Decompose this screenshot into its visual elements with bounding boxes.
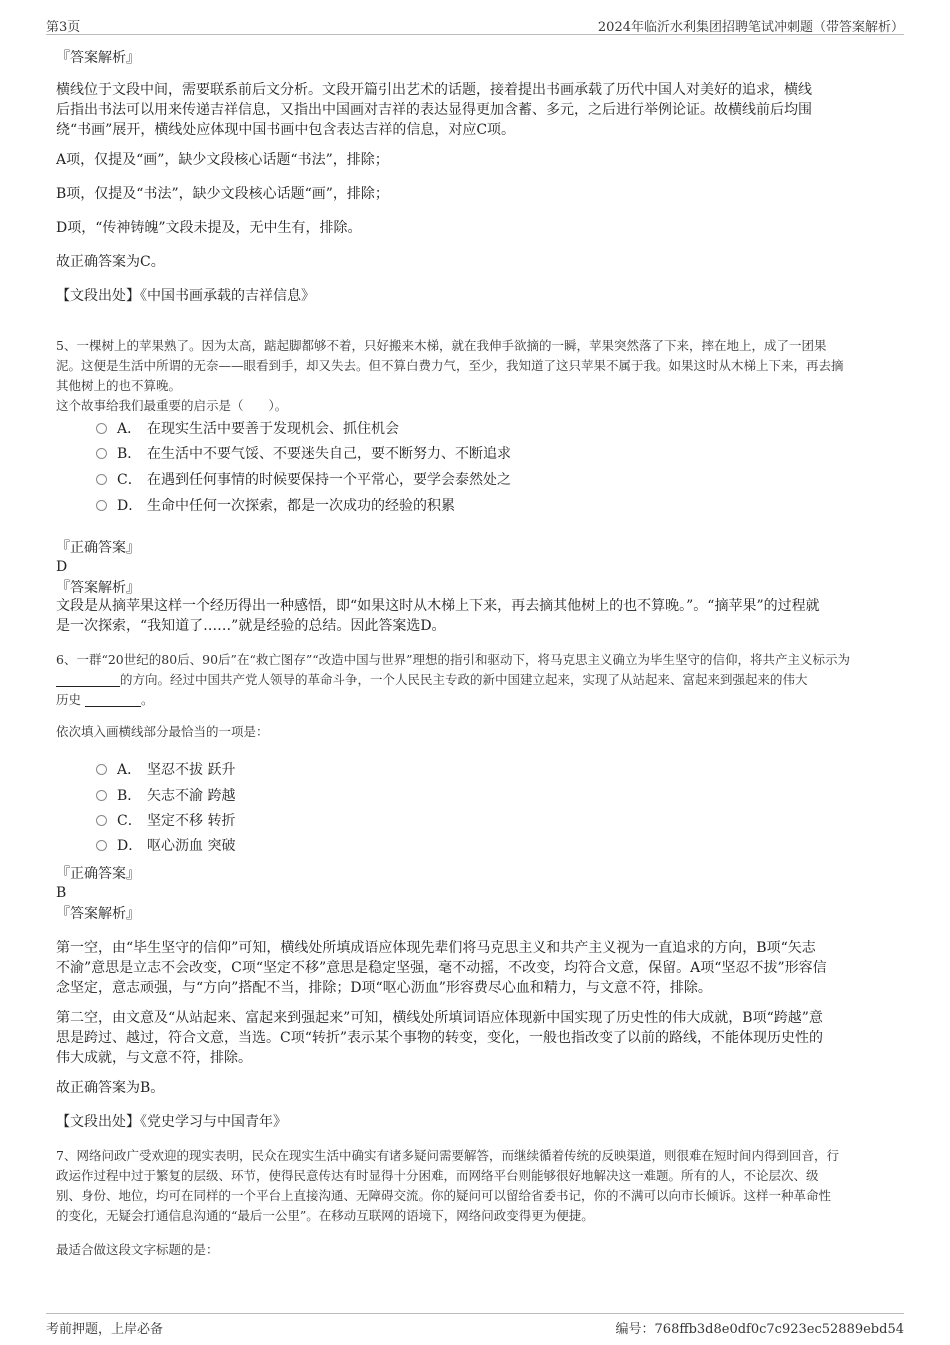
q6-option-d[interactable]: D． 呕心沥血 突破 [96,836,235,856]
line: 思是跨过、越过，符合文意，当选。C项“转折”表示某个事物的转变，变化，一般也指改变了以前的路线，不能体现历史性的 [56,1030,824,1046]
q5-analysis [56,596,896,636]
q4-analysis-label: 『答案解析』 [56,50,140,66]
line: 伟大成就，与文意不符，排除。 [56,1050,252,1066]
q6-analysis-label: 『答案解析』 [56,906,140,922]
q6-answer-label: 『正确答案』 [56,866,140,882]
q4-analysis [56,80,896,140]
line: 泥。这便是生活中所谓的无奈——眼看到手，却又失去。但不算白费力气，至少，我知道了这只苹果不属于我。如果这时从木梯上下来，再去摘 [56,358,844,373]
line: 是一次探索，“我知道了……”就是经验的总结。因此答案选D。 [56,618,446,634]
line: 别、身份、地位，均可在同样的一个平台上直接沟通、无障碍交流。你的疑问可以留给省委书记，你的不满可以向市长倾诉。这样一种革命性 [56,1188,832,1203]
fill-blank-1[interactable] [56,672,120,687]
q5-option-a[interactable]: A． 在现实生活中要善于发现机会、抓住机会 [96,419,399,439]
q6-answer: B [56,885,67,901]
radio-icon[interactable] [96,840,107,851]
radio-icon[interactable] [96,448,107,459]
line: 第一空，由“毕生坚守的信仰”可知，横线处所填成语应体现先辈们将马克思主义和共产主义视为一直追求的方向，B项“矢志 [56,940,816,956]
q6-question: 依次填入画横线部分最恰当的一项是： [56,724,269,739]
q6-conclusion: 故正确答案为B。 [56,1080,165,1096]
line: 后指出书法可以用来传递吉祥信息，又指出中国画对吉祥的表达显得更加含蓄、多元，之后进行举例论证。故横线前后均围 [56,102,812,118]
q4-option-b-note: B项，仅提及“书法”，缺少文段核心话题“画”，排除； [56,186,389,202]
q6-analysis-para2 [56,1008,896,1068]
q7-question: 最适合做这段文字标题的是： [56,1242,219,1257]
radio-icon[interactable] [96,815,107,826]
q5-stem [56,336,896,416]
q4-conclusion: 故正确答案为C。 [56,254,165,270]
q6-option-b[interactable]: B． 矢志不渝 跨越 [96,786,235,806]
q5-analysis-label: 『答案解析』 [56,580,140,596]
line: 其他树上的也不算晚。 [56,378,182,393]
line: 5、一棵树上的苹果熟了。因为太高，踮起脚都够不着，只好搬来木梯，就在我伸手欲摘的一瞬，苹果突然落了下来，摔在地上，成了一团果 [56,338,827,353]
line: 6、一群“20世纪的80后、90后”在“救亡图存”“改造中国与世界”理想的指引和驱动下，将马克思主义确立为毕生坚守的信仰，将共产主义标示为 [56,652,851,667]
line: 不渝”意思是立志不会改变，C项“坚定不移”意思是稳定坚强，毫不动摇，不改变，均符合文意，保留。A项“坚忍不拔”形容信 [56,960,827,976]
line: 历史 。 [56,692,154,707]
radio-icon[interactable] [96,764,107,775]
q7-stem [56,1146,896,1226]
line: 绕“书画”展开，横线处应体现中国书画中包含表达吉祥的信息，对应C项。 [56,122,516,138]
radio-icon[interactable] [96,500,107,511]
q6-source: 【文段出处】《党史学习与中国青年》 [56,1114,287,1130]
q5-answer-label: 『正确答案』 [56,540,140,556]
q6-analysis-para1 [56,938,896,998]
footer-slogan: 考前押题，上岸必备 [46,1322,164,1337]
radio-icon[interactable] [96,790,107,801]
document-title: 2024年临沂水利集团招聘笔试冲刺题（带答案解析） [597,20,904,35]
q4-option-a-note: A项，仅提及“画”，缺少文段核心话题“书法”，排除； [56,152,389,168]
radio-icon[interactable] [96,423,107,434]
page-header [46,14,904,35]
q6-stem [56,650,896,710]
line: 这个故事给我们最重要的启示是（ ）。 [56,398,288,413]
page-number: 第3页 [46,20,81,35]
q5-option-c[interactable]: C． 在遇到任何事情的时候要保持一个平常心，要学会泰然处之 [96,470,511,490]
q5-answer: D [56,559,68,575]
q4-option-d-note: D项，“传神铸魄”文段未提及，无中生有，排除。 [56,220,362,236]
document-code: 编号：768ffb3d8e0df0c7c923ec52889ebd54 [615,1322,904,1337]
line: 念坚定，意志顽强，与“方向”搭配不当，排除；D项“呕心沥血”形容费尽心血和精力，与文意不符，排除。 [56,980,712,996]
line: 的变化，无疑会打通信息沟通的“最后一公里”。在移动互联网的语境下，网络问政变得更为便捷。 [56,1208,594,1223]
q6-option-c[interactable]: C． 坚定不移 转折 [96,811,235,831]
q4-source: 【文段出处】《中国书画承载的吉祥信息》 [56,288,315,304]
q6-option-a[interactable]: A． 坚忍不拔 跃升 [96,760,235,780]
line: 横线位于文段中间，需要联系前后文分析。文段开篇引出艺术的话题，接着提出书画承载了历代中国人对美好的追求，横线 [56,82,812,98]
fill-blank-2[interactable] [85,692,141,707]
page-footer [46,1313,904,1336]
radio-icon[interactable] [96,474,107,485]
line: 的方向。经过中国共产党人领导的革命斗争，一个人民民主专政的新中国建立起来，实现了从站起来、富起来到强起来的伟大 [56,670,896,690]
line: 文段是从摘苹果这样一个经历得出一种感悟，即“如果这时从木梯上下来，再去摘其他树上的也不算晚。”。“摘苹果”的过程就 [56,598,820,614]
line: 7、网络问政广受欢迎的现实表明，民众在现实生活中确实有诸多疑问需要解答，而继续循着传统的反映渠道，则很难在短时间内得到回音，行 [56,1148,839,1163]
line: 政运作过程中过于繁复的层级、环节，使得民意传达有时显得十分困难，而网络平台则能够很好地解决这一难题。所有的人，不论层次、级 [56,1168,819,1183]
q5-option-b[interactable]: B． 在生活中不要气馁、不要迷失自己，要不断努力、不断追求 [96,444,511,464]
line: 第二空，由文意及“从站起来、富起来到强起来”可知，横线处所填词语应体现新中国实现了历史性的伟大成就，B项“跨越”意 [56,1010,823,1026]
q5-option-d[interactable]: D． 生命中任何一次探索，都是一次成功的经验的积累 [96,496,455,516]
